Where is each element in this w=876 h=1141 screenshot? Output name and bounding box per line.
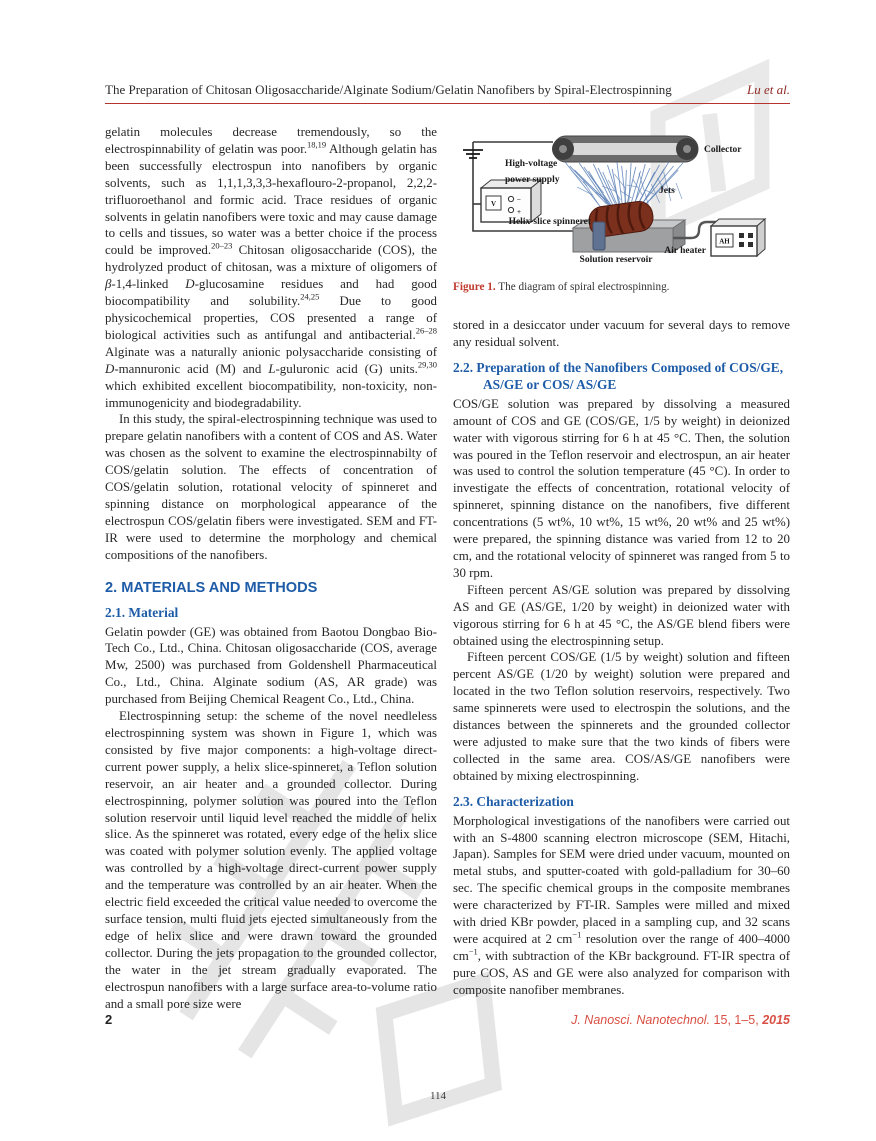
- page-content: [105, 82, 790, 1012]
- minus-terminal-label: −: [517, 196, 521, 204]
- voltmeter-label: V: [490, 200, 497, 208]
- page-footer: [105, 1012, 790, 1027]
- right-column-text: [453, 317, 790, 999]
- power-supply-box: [481, 180, 541, 222]
- collector-belt: [552, 136, 698, 162]
- page-number: 2: [105, 1012, 113, 1027]
- spinneret-label: Helix-slice spinneret: [508, 217, 591, 227]
- air-heater-label: Air heater: [664, 246, 706, 256]
- figure-caption: [453, 281, 790, 293]
- section-heading: 2.1. Material: [105, 604, 179, 620]
- left-column: [105, 124, 437, 1012]
- paragraph: Fifteen percent COS/GE (1/5 by weight) solution and fifteen percent AS/GE (1/20 by weight) solution were prepared and located in the two Teflon solution reservoirs, respectively. Two same spinnerets were used to electrospin the solutions, and the distances between the spinnerets and the grounded collector were adjusted to make sure that the two kinds of fibers were collected in the same area. COS/AS/GE nanofibers were obtained by mixing electrospinning.: [453, 650, 790, 783]
- right-column: [453, 124, 790, 1012]
- section-heading: 2. MATERIALS AND METHODS: [105, 579, 318, 596]
- running-authors: Lu et al.: [747, 82, 790, 97]
- paragraph: COS/GE solution was prepared by dissolving a measured amount of COS and GE (COS/GE, 1/5 by weight) in deionized water with vigorous stirring for 6 h at 45 °C. Then, the solution was poured in the Teflon reservoir and electrospun, an air heater was used to control the solution temperature (45 °C). In order to investigate the effects of concentration, rotational velocity of spinneret, spinning distance on the nanofibers, five different concentrations (5 wt%, 10 wt%, 15 wt%, 20 wt% and 25 wt%) were prepared, the spinning distance was varied from 12 to 20 cm, and the rotational velocity of spinneret was ranged from 5 to 30 rpm.: [453, 396, 790, 580]
- section-heading: 2.3. Characterization: [453, 793, 574, 809]
- figure-1: [453, 126, 790, 293]
- spiral-electrospinning-diagram: [453, 126, 790, 266]
- high-voltage-label: High-voltage: [505, 159, 558, 169]
- plus-terminal-label: +: [517, 208, 521, 216]
- paragraph: Electrospinning setup: the scheme of the novel needleless electrospinning system was shown in Figure 1, which was consisted by five major components: a high-voltage direct-current power supply, a helix slice-spinneret, a Teflon solution reservoir, an air heater and a grounded collector. During electrospinning, polymer solution was poured into the Teflon solution reservoir until liquid level reached the middle of helix slice. As the spinneret was rotated, every edge of the helix slice was coated with polymer solution evenly. The applied voltage was controlled by a high-voltage direct-current power supply and the temperature was controlled by an air heater. When the electric field exceeded the critical value needed to overcome the surface tension, multi fluid jets ejected simultaneously from the edge of helix slice and were drawn toward the grounded collector. During the jets propagation to the grounded collector, the water in the jet stream gradually evaporated. The electrospun nanofibers with a large surface area-to-volume ratio and a small pore size were: [105, 709, 437, 1011]
- journal-reference: J. Nanosci. Nanotechnol. 15, 1–5, 2015: [571, 1013, 790, 1027]
- jets-label: Jets: [659, 186, 675, 196]
- figure-caption-label: Figure 1.: [453, 281, 496, 293]
- scan-page-number: 114: [429, 1090, 447, 1102]
- reservoir-label: Solution reservoir: [579, 255, 653, 265]
- section-heading: 2.2. Preparation of the Nanofibers Composed of COS/GE, AS/GE or COS/ AS/GE: [453, 359, 784, 392]
- paragraph: gelatin molecules decrease tremendously, so the electrospinnability of gelatin was poor.$^{18,19}$ Although gelatin has been successfully electrospun into nanofibers by organic solvents, such as 1,1,1,3,3,3-hexaflouro-2-propanol, 2,2,2-trifluoroethanol and formic acid. Trace residues of organic solvents in gelatin nanofibers were toxic and may cause damage to cells and tissues, so water was a better choice if the process could be improved.$^{20-23}$ Chitosan oligosaccharide (COS), the hydrolyzed product of chitosan, was a mixture of oligomers of β-1,4-linked D-glucosamine residues and had good biocompatibility and solubility.$^{24,25}$ Due to good physicochemical properties, COS presented a range of biological activities such as antifungal and antibacterial.$^{26-28}$ Alginate was a naturally anionic polysaccharide consisting of D-mannuronic acid (M) and L-guluronic acid (G) units.$^{29,30}$ which exhibited excellent biocompatibility, non-toxicity, non-immunogenicity and biodegradability.: [105, 125, 438, 410]
- paragraph: Gelatin powder (GE) was obtained from Baotou Dongbao Bio-Tech Co., Ltd., China. Chitosan oligosaccharide (COS, average Mw, 2500) was purchased from Goldenshell Pharmaceutical Co., Ltd., China. Alginate sodium (AS, AR grade) was purchased from Beijing Chemical Reagent Co., Ltd., China.: [105, 624, 437, 707]
- paragraph: Morphological investigations of the nanofibers were carried out with an S-4800 scanning electron microscope (SEM, Hitachi, Japan). Samples for SEM were dried under vacuum, mounted on metal stubs, and sputter-coated with gold-palladium for 30–60 sec. The specific chemical groups in the composite membranes were characterized by FT-IR. Samples were milled and mixed with dried KBr powder, placed in a sampling cup, and 32 scans were acquired at 2 $cm^{-1}$ resolution over the range of 400–4000 $cm^{-1}$, with subtraction of the KBr background. FT-IR spectra of pure COS, AS and GE were also analyzed for comparison with composite nanofiber membranes.: [453, 813, 790, 997]
- paragraph: Fifteen percent AS/GE solution was prepared by dissolving AS and GE (AS/GE, 1/20 by weight) in deionized water with vigorous stirring for 6 h at 45 °C, the AS/GE blend fibers were obtained using the electrospinning setup.: [453, 582, 790, 648]
- ah-display-label: AH: [719, 237, 730, 246]
- two-column-body: [105, 124, 790, 1012]
- paragraph: In this study, the spiral-electrospinning technique was used to prepare gelatin nanofibers with a content of COS and AS. Water was chosen as the solvent to examine the electrospinnabilty of COS/gelatin solution. The effects of concentration of COS/gelatin solution, rotational velocity of spinneret and spinning distance on morphological appearance of the electrospun COS/gelatin fibers were investigated. SEM and FT-IR were used to determine the morphology and chemical compositions of the nanofibers.: [105, 412, 437, 562]
- page-header: [105, 82, 790, 104]
- figure-caption-text: The diagram of spiral electrospinning.: [498, 281, 670, 293]
- air-heater-box: [711, 219, 765, 256]
- power-supply-label: power supply: [505, 175, 560, 185]
- reservoir-clamp: [593, 222, 605, 250]
- paragraph: stored in a desiccator under vacuum for several days to remove any residual solvent.: [453, 318, 790, 349]
- collector-label: Collector: [704, 145, 742, 155]
- running-title: The Preparation of Chitosan Oligosaccharide/Alginate Sodium/Gelatin Nanofibers by Spiral-Electrospinning: [105, 82, 672, 97]
